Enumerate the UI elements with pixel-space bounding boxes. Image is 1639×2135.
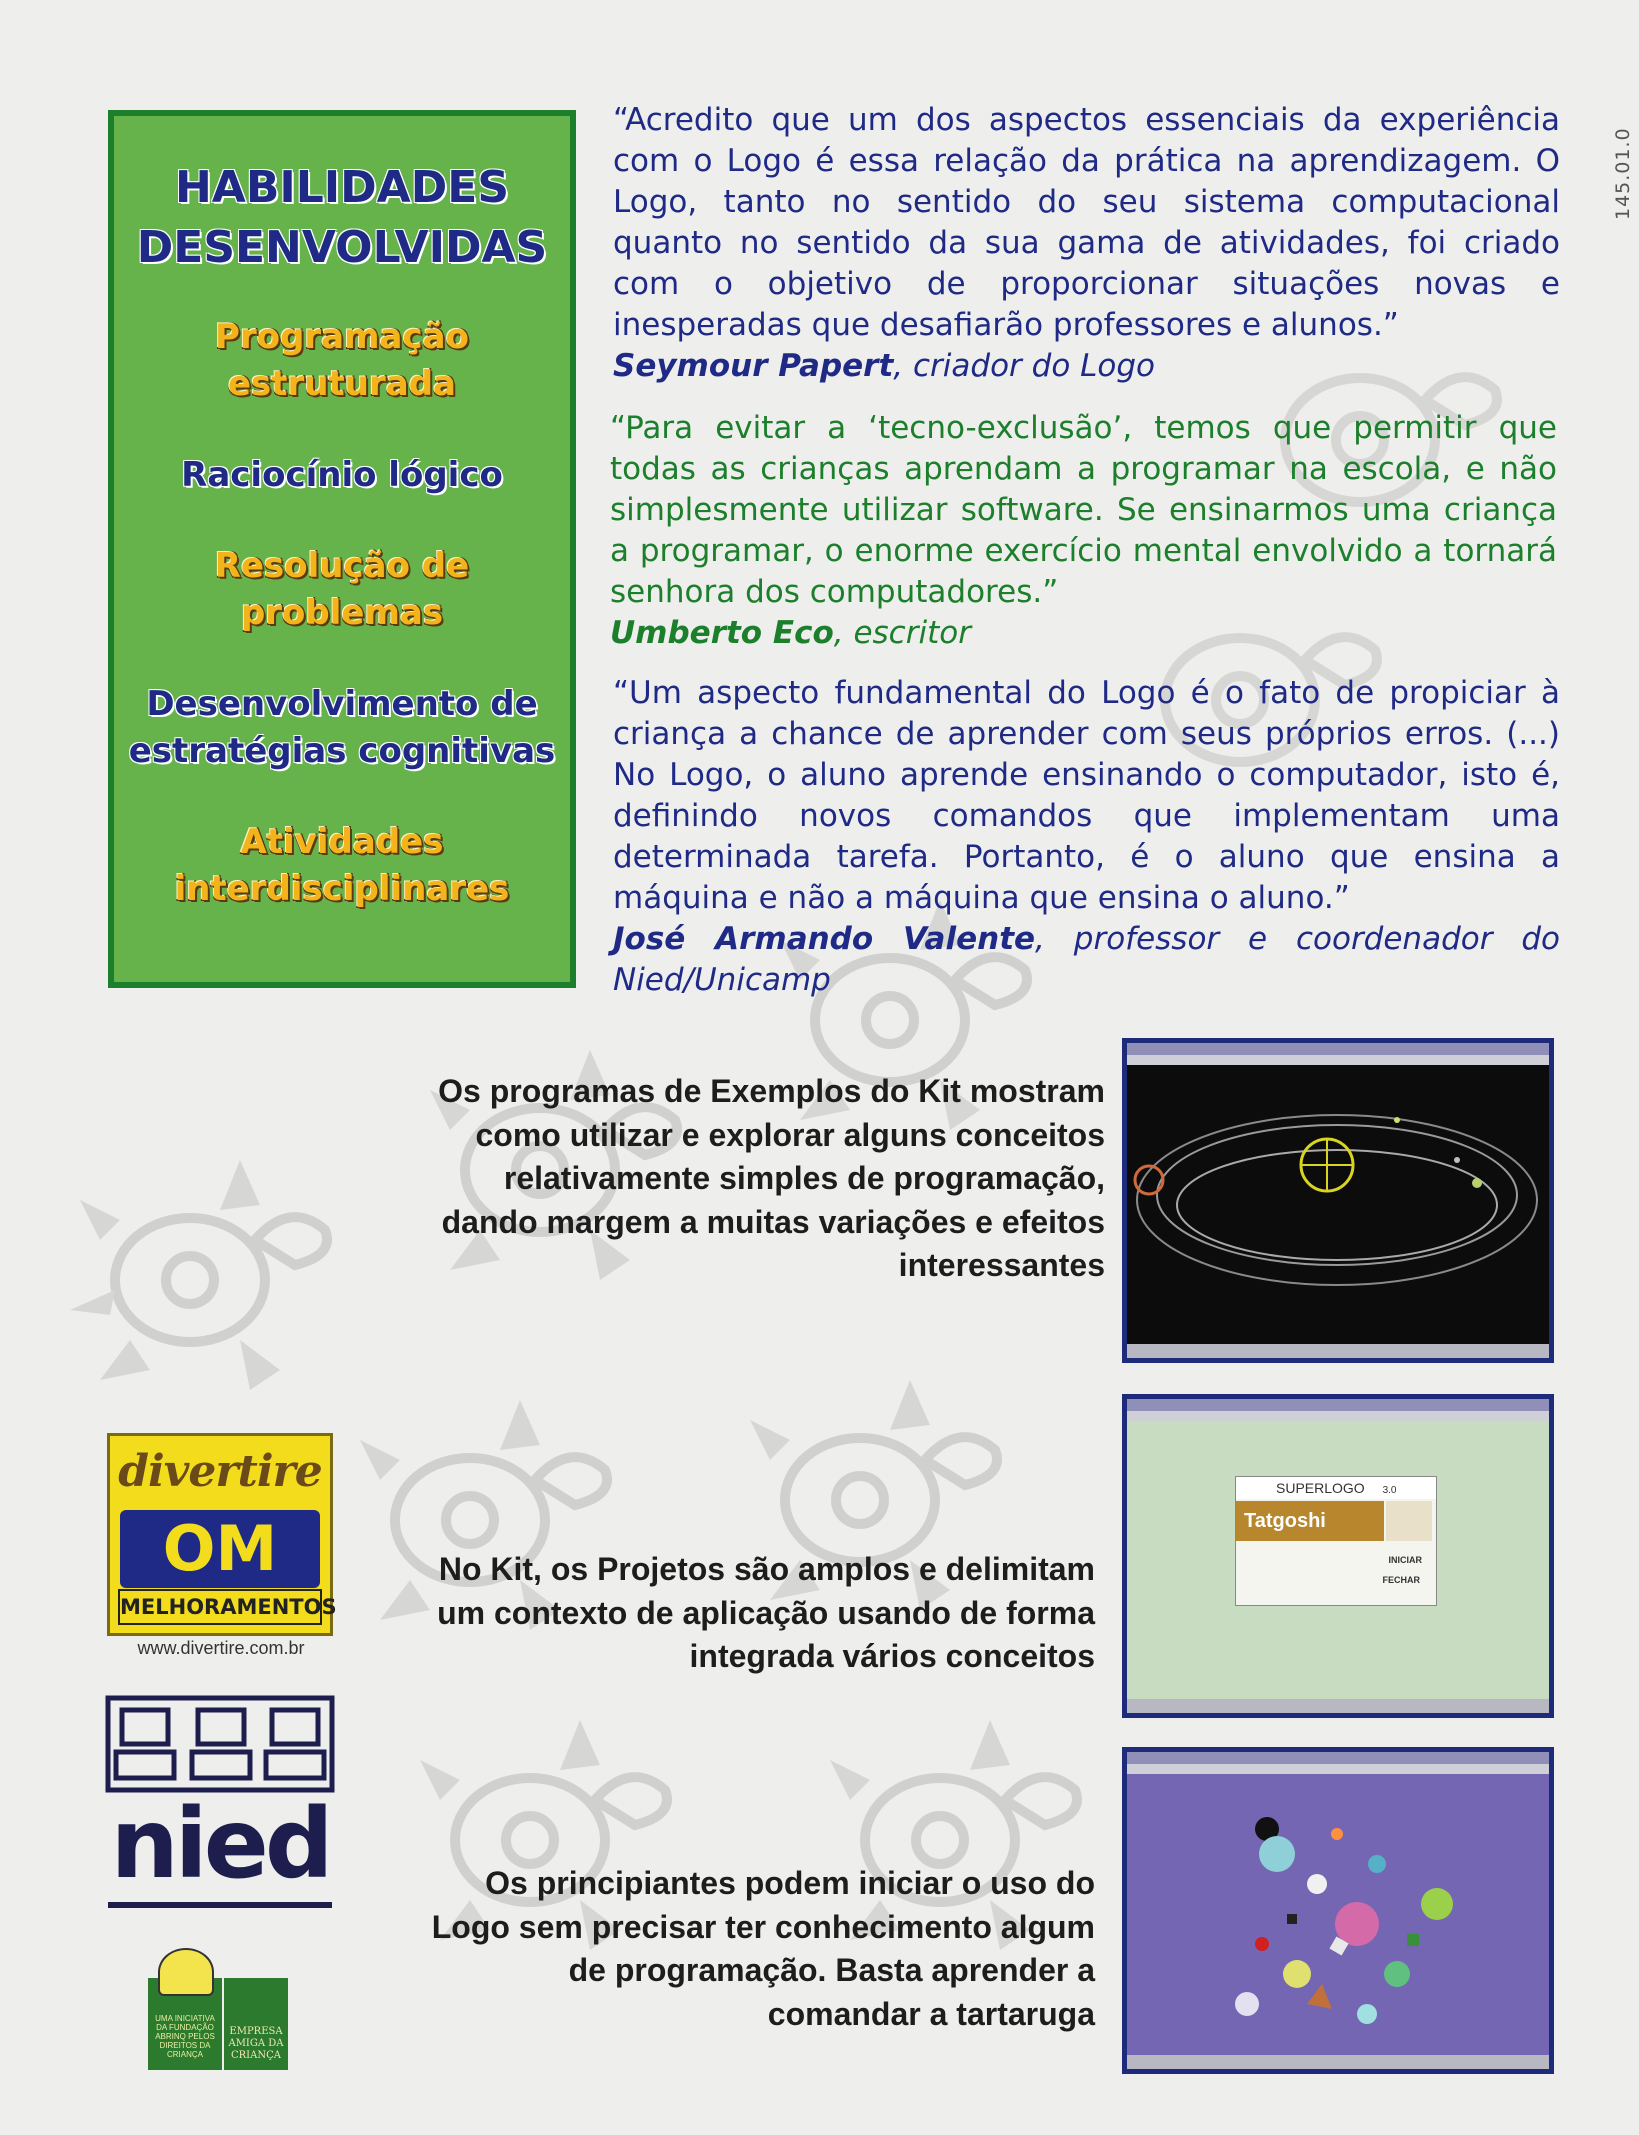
nied-logo <box>104 1694 336 1910</box>
screenshot-projects <box>1122 1394 1554 1718</box>
smiley-icon <box>158 1948 214 1996</box>
turtle-icon <box>1386 1501 1432 1541</box>
abrinq-logo <box>140 1940 288 2072</box>
product-code: 145.01.0 <box>1612 127 1634 220</box>
caption-examples: Os programas de Exemplos do Kit mostram como utilizar e explorar alguns conceitos relativamente simples de programação, dando margem a muitas variações e efeitos interessantes <box>438 1073 1105 1283</box>
skills-box <box>108 110 576 988</box>
quote-author-role: , escritor <box>833 615 971 651</box>
superlogo-dialog <box>1235 1476 1437 1606</box>
melhoramentos-label: MELHORAMENTOS <box>118 1589 322 1625</box>
start-button[interactable]: INICIAR <box>1388 1555 1422 1565</box>
shapes-image <box>1127 1774 1549 2055</box>
website-url: www.divertire.com.br <box>137 1638 305 1658</box>
product-version: 3.0 <box>1382 1485 1397 1496</box>
quote-papert <box>613 100 1560 387</box>
product-name: SUPERLOGO <box>1276 1480 1365 1496</box>
skill-item: Desenvolvimento de estratégias cognitivas <box>128 684 556 771</box>
quote-author-role: , professor e coordenador do Nied/Unicamp <box>613 921 1560 998</box>
project-title: Tatgoshi <box>1236 1501 1384 1541</box>
caption-projects: No Kit, os Projetos são amplos e delimitam um contexto de aplicação usando de forma integrada vários conceitos <box>437 1551 1095 1674</box>
close-button[interactable]: FECHAR <box>1382 1575 1420 1585</box>
divertire-logo <box>107 1433 337 1636</box>
quote-eco <box>610 408 1557 654</box>
skill-item: Atividades interdisciplinares <box>174 822 510 909</box>
screenshot-beginners <box>1122 1747 1554 2074</box>
caption-beginners: Os principiantes podem iniciar o uso do Logo sem precisar ter conhecimento algum de programação. Basta aprender a comandar a tartaruga <box>431 1865 1095 2032</box>
screenshot-examples <box>1122 1038 1554 1363</box>
abrinq-seal-text: EMPRESA AMIGA DA CRIANÇA <box>228 2026 284 2061</box>
quote-author: Seymour Papert <box>613 348 894 384</box>
turtle-watermark-icon <box>60 1140 360 1400</box>
quote-text: “Um aspecto fundamental do Logo é o fato de propiciar à criança a chance de aprender com seus próprios erros. (...) No Logo, o aluno aprende ensinando o computador, isto é, definindo novos comandos que implementam uma determinada tarefa. Portanto, é o aluno que ensina a máquina e não a máquina que ensina o aluno.” <box>613 675 1560 916</box>
orbits-image <box>1127 1065 1549 1344</box>
divertire-wordmark: divertire <box>118 1446 322 1497</box>
quote-author-role: , criador do Logo <box>893 348 1156 384</box>
computers-icon <box>104 1694 336 1794</box>
quote-valente <box>613 673 1560 1001</box>
skills-title: HABILIDADES DESENVOLVIDAS <box>136 162 548 273</box>
skill-item: Resolução de problemas <box>214 546 470 633</box>
skill-item: Programação estruturada <box>215 317 469 404</box>
quote-text: “Para evitar a ‘tecno-exclusão’, temos que permitir que todas as crianças aprendam a programar na escola, e não simplesmente utilizar software. Se ensinarmos uma criança a programar, o enorme exercício mental envolvido a tornará senhora dos computadores.” <box>610 410 1557 610</box>
abrinq-initiative-text: UMA INICIATIVA DA FUNDAÇÃO ABRINQ PELOS DIREITOS DA CRIANÇA <box>155 2014 215 2059</box>
quote-author: José Armando Valente <box>613 921 1036 957</box>
om-mark: OM <box>120 1510 320 1588</box>
nied-wordmark: nied <box>110 1788 330 1900</box>
skill-item: Raciocínio lógico <box>181 455 503 495</box>
quote-text: “Acredito que um dos aspectos essenciais da experiência com o Logo é essa relação da prática na aprendizagem. O Logo, tanto no sentido do seu sistema computacional quanto no sentido da sua gama de atividades, foi criado com o objetivo de proporcionar situações novas e inesperadas que desafiarão professores e alunos.” <box>613 102 1560 343</box>
quote-author: Umberto Eco <box>610 615 834 651</box>
